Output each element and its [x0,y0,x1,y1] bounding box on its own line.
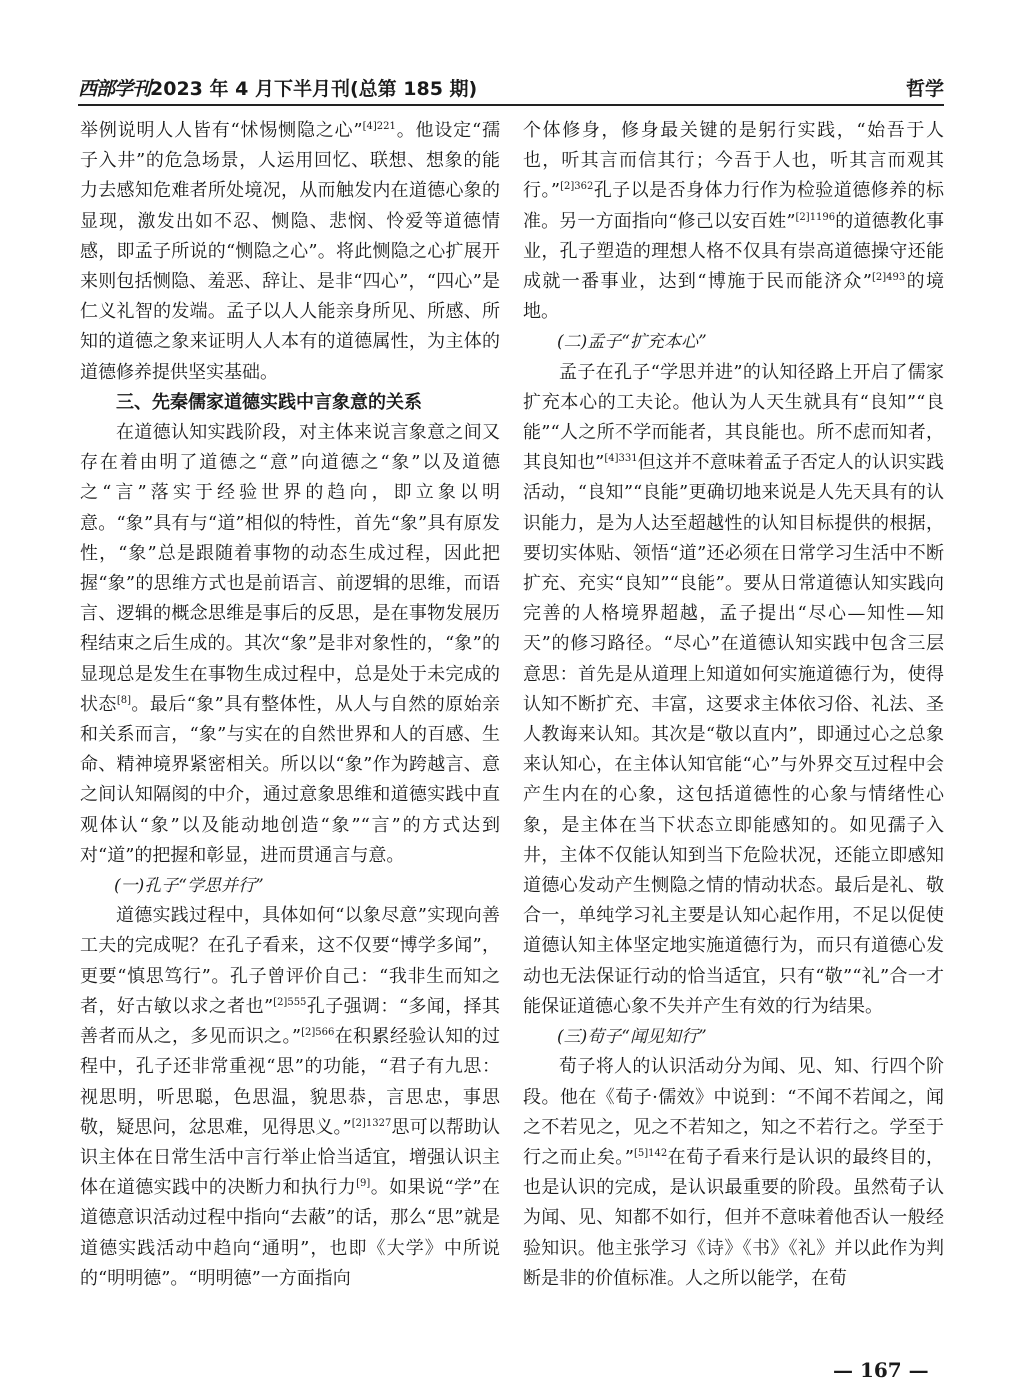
issue-info: 2023 年 4 月下半月刊(总第 185 期) [150,78,478,100]
citation: [8] [116,694,131,706]
paragraph: 道德实践过程中，具体如何“以象尽意”实现向善工夫的完成呢？在孔子看来，这不仅要“博学多闻”，更要“慎思笃行”。孔子曾评价自己：“我非生而知之者，好古敏以求之者也”$^{[2]555}$孔子强调：“多闻，择其善者而从之，多见而识之。”$^{[2]566}$在积累经验认知的过程中，孔子还非常重视“思”的功能，“君子有九思：视思明，听思聪，色思温，貌思恭，言思忠，事思敬，疑思问，忿思难，见得思义。”$^{[2]1327}$思可以帮助认识主体在日常生活中言行举止恰当适宜，增强认识主体在道德实践中的决断力和执行力[9]。如果说“学”在道德意识活动过程中指向“去蔽”的话，那么“思”就是道德实践活动中趋向“通明”，也即《大学》中所说的“明明德”。“明明德”一方面指向 [80,905,501,1289]
left-column [80,116,500,1294]
citation: [2]1327 [351,1117,392,1129]
paragraph: 孟子在孔子“学思并进”的认知径路上开启了儒家扩充本心的工夫论。他认为人天生就具有“良知”“良能”“人之所不学而能者，其良能也。所不虑而知者，其良知也”$^{[4]331}$但这并不意味着孟子否定人的认识实践活动，“良知”“良能”更确切地来说是人先天具有的认识能力，是为人达至超越性的认知目标提供的根据，要切实体贴、领悟“道”还必须在日常学习生活中不断扩充、充实“良知”“良能”。要从日常道德认知实践向完善的人格境界超越，孟子提出“尽心—知性—知天”的修习路径。“尽心”在道德认知实践中包含三层意思：首先是从道理上知道如何实施道德行为，使得认知不断扩充、丰富，这要求主体依习俗、礼法、圣人教诲来认知。其次是“敬以直内”，即通过心之总象来认知心，在主体认知官能“心”与外界交互过程中会产生内在的心象，这包括道德性的心象与情绪性心象，是主体在当下状态立即能感知的。如见孺子入井，主体不仅能认知到当下危险状况，还能立即感知道德心发动产生恻隐之情的情动状态。最后是礼、敬合一，单纯学习礼主要是认知心起作用，不足以促使道德认知主体坚定地实施道德行为，而只有道德心发动也无法保证行动的恰当适宜，只有“敬”“礼”合一才能保证道德心象不失并产生有效的行为结果。 [523,361,945,1017]
citation: [4]221 [362,121,396,132]
citation: [9] [356,1178,371,1190]
subsection-heading: (一)孔子“学思并行” [114,876,264,897]
citation: [2]1196 [795,211,836,223]
journal-issue [78,74,477,101]
subsection-heading: (三)荀子“闻见知行” [557,1027,707,1048]
citation: [2]362 [560,181,594,193]
paragraph: 举例说明人人皆有“怵惕恻隐之心”$^{[4]221}$。他设定“孺子入井”的危急场景，人运用回忆、联想、想象的能力去感知危难者所处境况，从而触发内在道德心象的显现，激发出如不忍、恻隐、悲悯、怜爱等道德情感，即孟子所说的“恻隐之心”。将此恻隐之心扩展开来则包括恻隐、羞恶、辞让、是非“四心”，“四心”是仁义礼智的发端。孟子以人人能亲身所见、所感、所知的道德之象来证明人人本有的道德属性，为主体的道德修养提供坚实基础。 [80,120,501,383]
subsection-heading: (二)孟子“扩充本心” [557,332,707,353]
citation: [2]493 [872,272,906,284]
section-heading: 三、先秦儒家道德实践中言象意的关系 [116,391,422,413]
paragraph: 在道德认知实践阶段，对主体来说言象意之间又存在着由明了道德之“意”向道德之“象”以及道德之“言”落实于经验世界的趋向，即立象以明意。“象”具有与“道”相似的特性，首先“象”具有原发性，“象”总是跟随着事物的动态生成过程，因此把握“象”的思维方式也是前语言、前逻辑的思维，而语言、逻辑的概念思维是事后的反思，是在事物发展历程结束之后生成的。其次“象”是非对象性的，“象”的显现总是发生在事物生成过程中，总是处于未完成的状态[8]。最后“象”具有整体性，从人与自然的原始亲和关系而言，“象”与实在的自然世界和人的百感、生命、精神境界紧密相关。所以以“象”作为跨越言、意之间认知隔阂的中介，通过意象思维和道德实践中直观体认“象”以及能动地创造“象”“言”的方式达到对“道”的把握和彰显，进而贯通言与意。 [80,422,501,866]
right-column [523,116,944,1294]
citation: [2]555 [273,996,307,1008]
citation: [5]142 [633,1147,668,1159]
section-name: 哲学 [905,78,944,100]
page-number: — 167 — [833,1358,929,1382]
citation: [2]566 [301,1027,335,1039]
running-header [78,70,944,106]
paragraph: 个体修身，修身最关键的是躬行实践，“始吾于人也，听其言而信其行；今吾于人也，听其言而观其行。”$^{[2]362}$孔子以是否身体力行作为检验道德修养的标准。另一方面指向“修己以安百姓”$^{[2]1196}$的道德教化事业，孔子塑造的理想人格不仅具有崇高道德操守还能成就一番事业，达到“博施于民而能济众”$^{[2]493}$的境地。 [523,120,945,323]
journal-logo: 西部学刊 [78,78,151,100]
citation: [4]331 [604,453,638,465]
paragraph: 荀子将人的认识活动分为闻、见、知、行四个阶段。他在《荀子·儒效》中说到：“不闻不若闻之，闻之不若见之，见之不若知之，知之不若行之。学至于行之而止矣。”$^{[5]142}$在荀子看来行是认识的最终目的，也是认识的完成，是认识最重要的阶段。虽然荀子认为闻、见、知都不如行，但并不意味着他否认一般经验知识。他主张学习《诗》《书》《礼》并以此作为判断是非的价值标准。人之所以能学，在荀 [523,1056,945,1289]
